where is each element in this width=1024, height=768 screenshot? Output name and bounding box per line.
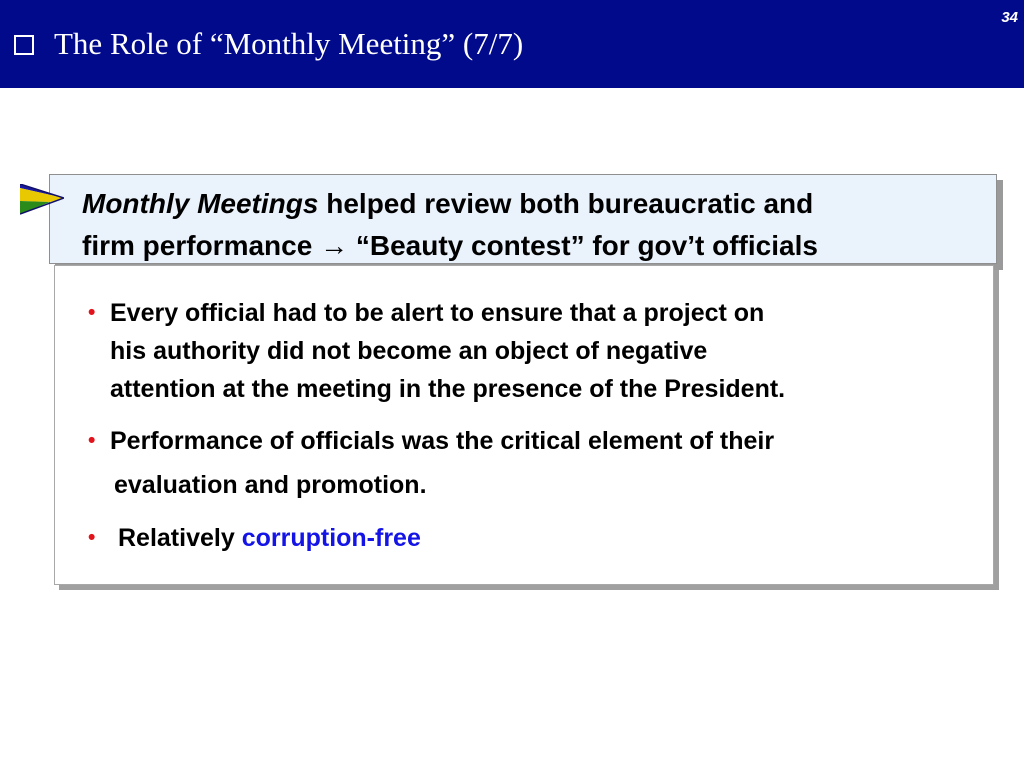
page-number: 34: [1001, 9, 1018, 26]
square-bullet-icon: [14, 35, 34, 55]
slide-header: [0, 0, 1024, 88]
callout-line1: helped review both bureaucratic and: [318, 188, 814, 219]
content-box: [54, 265, 994, 585]
callout-line2: firm performance → “Beauty contest” for gov’t officials: [82, 230, 818, 261]
callout-box: [49, 174, 997, 264]
bullet-2-line-1: Performance of officials was the critical element of their: [110, 427, 775, 455]
bullet-1-line-2: his authority did not become an object of negative: [110, 337, 708, 365]
bullet-1-line-1: Every official had to be alert to ensure that a project on: [110, 299, 765, 327]
bullet-3-prefix: Relatively: [118, 524, 242, 552]
bullet-marker: •: [88, 429, 96, 452]
bullet-3-highlight: corruption-free: [241, 524, 421, 552]
slide-title: The Role of “Monthly Meeting” (7/7): [54, 26, 524, 61]
bullet-item: [88, 294, 786, 408]
bullet-1-line-3: attention at the meeting in the presence of the President.: [110, 375, 786, 403]
callout-emphasis: Monthly Meetings: [82, 188, 319, 219]
bullet-marker: •: [88, 301, 96, 324]
bullet-marker: •: [88, 526, 96, 549]
bullet-2-line-2: evaluation and promotion.: [114, 471, 427, 499]
callout-text: [82, 183, 992, 267]
bullet-item: [88, 419, 775, 507]
arrowhead-bullet-icon: [20, 184, 64, 216]
bullet-item: [88, 519, 421, 557]
